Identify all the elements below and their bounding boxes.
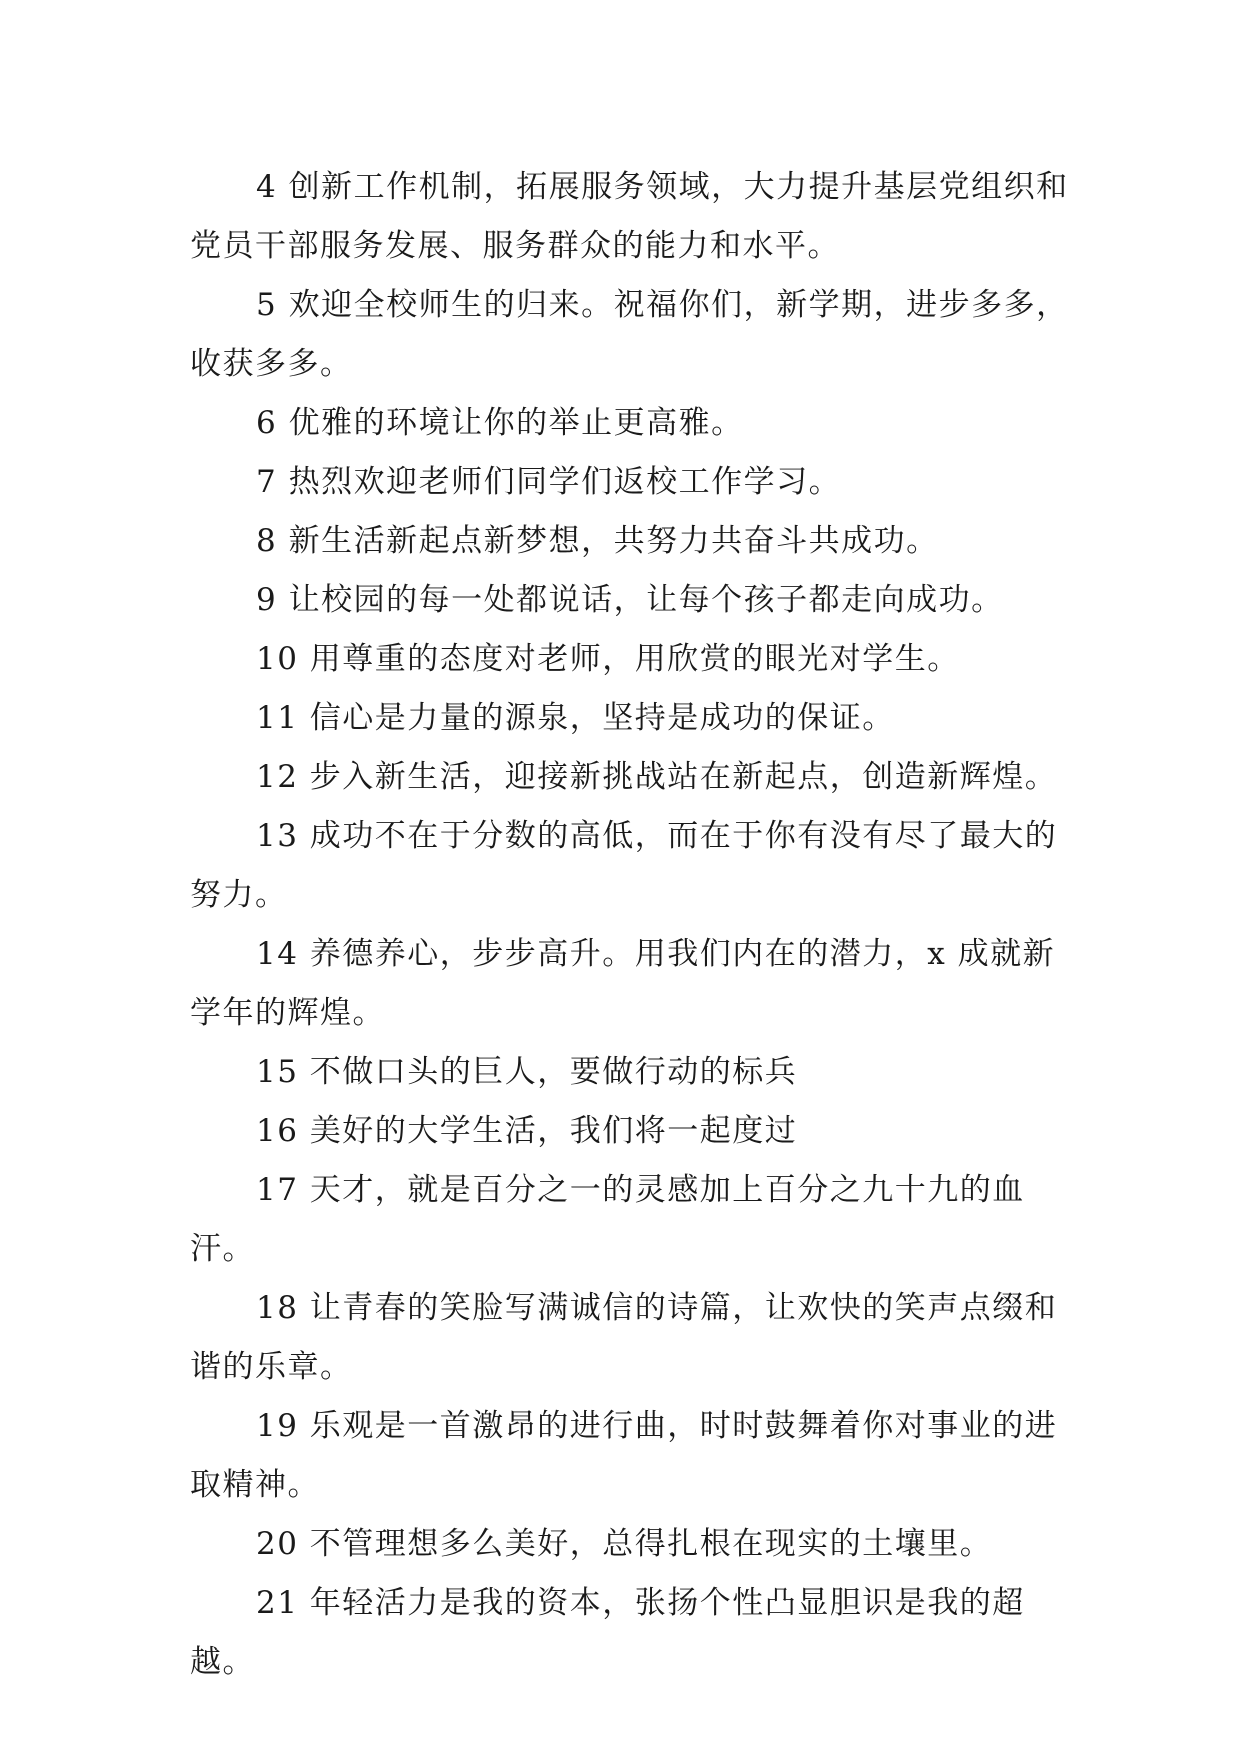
paragraph-item-8: 8 新生活新起点新梦想，共努力共奋斗共成功。 bbox=[256, 523, 939, 559]
paragraph-item-7: 7 热烈欢迎老师们同学们返校工作学习。 bbox=[256, 464, 842, 500]
paragraph-item-10: 10 用尊重的态度对老师，用欣赏的眼光对学生。 bbox=[256, 641, 960, 677]
document-body bbox=[190, 158, 1070, 1692]
paragraph-item-9: 9 让校园的每一处都说话，让每个孩子都走向成功。 bbox=[256, 582, 1004, 618]
paragraph-item-15: 15 不做口头的巨人，要做行动的标兵 bbox=[256, 1054, 798, 1090]
paragraph-item-14: 14 养德养心，步步高升。用我们内在的潜力，x 成就新学年的辉煌。 bbox=[190, 936, 1056, 1031]
paragraph-item-17: 17 天才，就是百分之一的灵感加上百分之九十九的血汗。 bbox=[190, 1172, 1025, 1267]
paragraph-item-16: 16 美好的大学生活，我们将一起度过 bbox=[256, 1113, 798, 1149]
paragraph-item-11: 11 信心是力量的源泉，坚持是成功的保证。 bbox=[256, 700, 895, 736]
paragraph-item-6: 6 优雅的环境让你的举止更高雅。 bbox=[256, 405, 744, 441]
paragraph-item-21: 21 年轻活力是我的资本，张扬个性凸显胆识是我的超越。 bbox=[190, 1585, 1025, 1680]
paragraph-item-5: 5 欢迎全校师生的归来。祝福你们，新学期，进步多多，收获多多。 bbox=[190, 287, 1069, 382]
paragraph-item-13: 13 成功不在于分数的高低，而在于你有没有尽了最大的努力。 bbox=[190, 818, 1058, 913]
paragraph-item-4: 4 创新工作机制，拓展服务领域，大力提升基层党组织和党员干部服务发展、服务群众的能力和水平。 bbox=[190, 169, 1069, 264]
paragraph-item-18: 18 让青春的笑脸写满诚信的诗篇，让欢快的笑声点缀和谐的乐章。 bbox=[190, 1290, 1058, 1385]
paragraph-item-12: 12 步入新生活，迎接新挑战站在新起点，创造新辉煌。 bbox=[256, 759, 1058, 795]
paragraph-item-20: 20 不管理想多么美好，总得扎根在现实的土壤里。 bbox=[256, 1526, 993, 1562]
paragraph-item-19: 19 乐观是一首激昂的进行曲，时时鼓舞着你对事业的进取精神。 bbox=[190, 1408, 1058, 1503]
